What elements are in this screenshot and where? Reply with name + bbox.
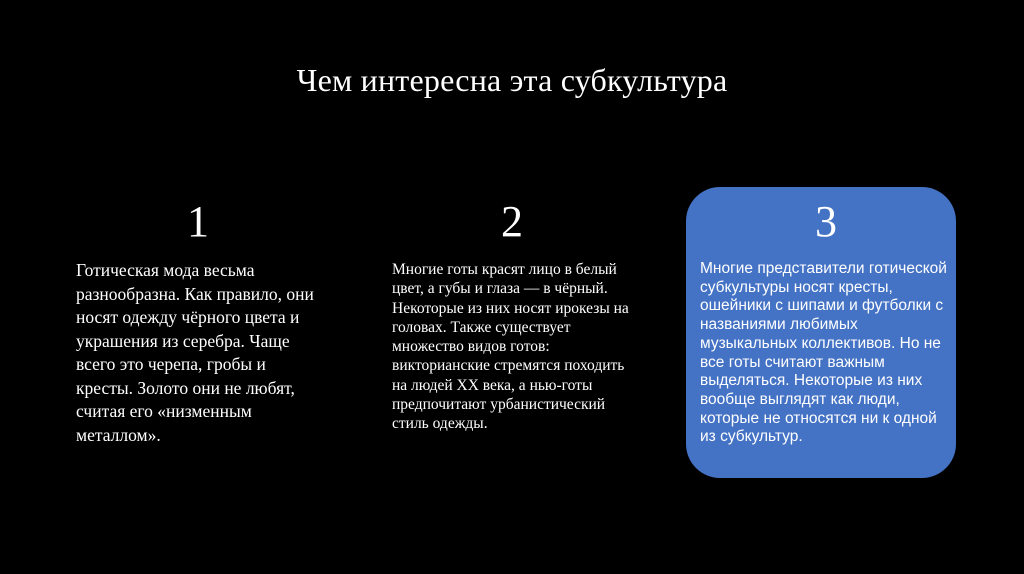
column-3-text: Многие представители готической субкультуры носят кресты, ошейники с шипами и футболки с названиями любимых музыкальных коллективов. Но не все готы считают важным выделяться. Некоторые из них вообще выглядят как люди, которые не относятся ни к одной из субкультур. [700, 260, 947, 446]
slide-title: Чем интересна эта субкультура [296, 62, 728, 98]
column-3-number: 3 [815, 197, 837, 246]
column-1-number: 1 [187, 197, 209, 246]
column-2-number: 2 [501, 197, 523, 246]
column-2-text: Многие готы красят лицо в белый цвет, а губы и глаза — в чёрный. Некоторые из них носят ирокезы на головах. Также существует множество видов готов: викторианские стремятся походить на людей XX века, а нью-готы предпочитают урбанистический стиль одежды. [392, 261, 629, 433]
column-1-text: Готическая мода весьма разнообразна. Как правило, они носят одежду чёрного цвета и украшения из серебра. Чаще всего это черепа, гробы и кресты. Золото они не любят, считая его «низменным металлом». [76, 260, 314, 445]
